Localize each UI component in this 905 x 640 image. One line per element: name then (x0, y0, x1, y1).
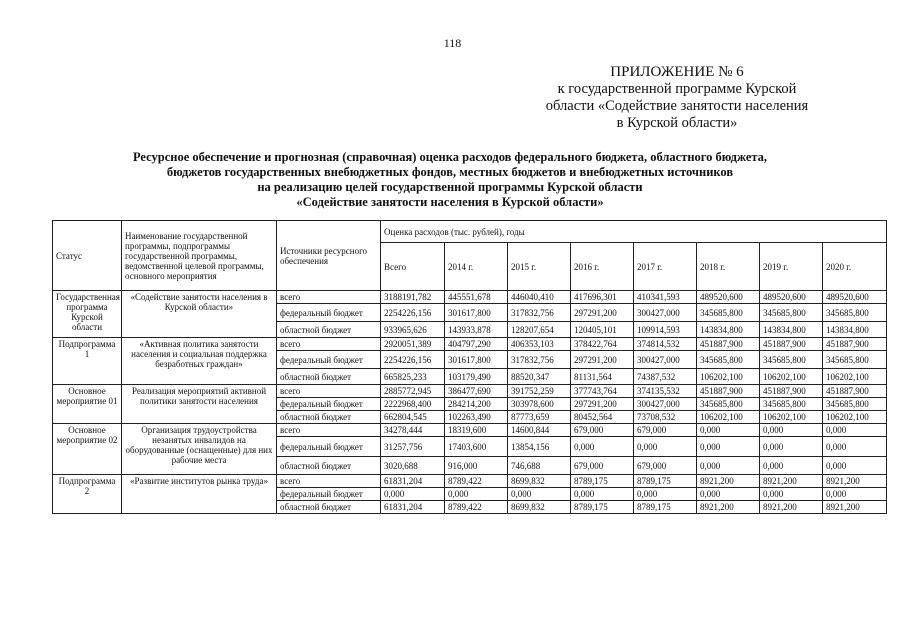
cell-year-value: 87773,659 (508, 411, 571, 424)
row-source: всего (277, 291, 381, 304)
cell-year-value: 0,000 (760, 424, 823, 437)
cell-year-value: 8789,422 (445, 475, 508, 488)
cell-year-value: 410341,593 (634, 291, 697, 304)
cell-year-value: 445551,678 (445, 291, 508, 304)
header-year: 2017 г. (634, 243, 697, 291)
cell-year-value: 297291,200 (571, 398, 634, 411)
row-source: всего (277, 424, 381, 437)
document-title-line: Ресурсное обеспечение и прогнозная (справочная) оценка расходов федерального бюджета, областного бюджета, (132, 150, 768, 164)
cell-year-value: 317832,756 (508, 304, 571, 322)
resource-table (52, 220, 887, 514)
cell-year-value: 8699,832 (508, 501, 571, 514)
cell-year-value: 0,000 (760, 488, 823, 501)
cell-year-value: 106202,100 (760, 411, 823, 424)
cell-year-value: 345685,800 (697, 398, 760, 411)
cell-year-value: 746,688 (508, 457, 571, 475)
cell-year-value: 74387,532 (634, 369, 697, 385)
cell-year-value: 404797,290 (445, 338, 508, 351)
cell-year-value: 451887,900 (760, 385, 823, 398)
header-year: 2018 г. (697, 243, 760, 291)
cell-year-value: 18319,600 (445, 424, 508, 437)
row-name: «Активная политика занятости населения и социальная поддержка безработных граждан» (122, 338, 277, 385)
cell-year-value: 916,000 (445, 457, 508, 475)
cell-year-value: 451887,900 (823, 338, 887, 351)
cell-year-value: 0,000 (697, 437, 760, 457)
cell-year-value: 679,000 (571, 424, 634, 437)
cell-year-value: 80452,564 (571, 411, 634, 424)
cell-year-value: 0,000 (634, 488, 697, 501)
cell-total: 2920051,389 (381, 338, 445, 351)
cell-year-value: 451887,900 (697, 338, 760, 351)
header-year: 2014 г. (445, 243, 508, 291)
cell-year-value: 345685,800 (760, 351, 823, 369)
cell-year-value: 679,000 (634, 457, 697, 475)
cell-year-value: 345685,800 (697, 351, 760, 369)
document-title-line: «Содействие занятости населения в Курской области» (296, 195, 604, 209)
table-row (53, 424, 887, 437)
cell-year-value: 14600,844 (508, 424, 571, 437)
cell-year-value: 8699,832 (508, 475, 571, 488)
cell-year-value: 0,000 (697, 488, 760, 501)
cell-year-value: 106202,100 (697, 411, 760, 424)
row-status: Основное мероприятие 02 (53, 424, 122, 475)
cell-total: 665825,233 (381, 369, 445, 385)
cell-year-value: 8789,422 (445, 501, 508, 514)
cell-total: 662804,545 (381, 411, 445, 424)
cell-year-value: 301617,800 (445, 304, 508, 322)
table-body (53, 291, 887, 514)
cell-year-value: 300427,000 (634, 304, 697, 322)
page-number: 118 (443, 36, 462, 50)
row-source: всего (277, 385, 381, 398)
cell-year-value: 8921,200 (760, 475, 823, 488)
cell-year-value: 8789,175 (634, 501, 697, 514)
cell-total: 3020,688 (381, 457, 445, 475)
row-name: Организация трудоустройства незанятых инвалидов на оборудованные (оснащенные) для них рабочие места (122, 424, 277, 475)
row-source: областной бюджет (277, 457, 381, 475)
cell-year-value: 106202,100 (823, 411, 887, 424)
cell-total: 2254226,156 (381, 304, 445, 322)
header-year: 2020 г. (823, 243, 887, 291)
cell-year-value: 374135,532 (634, 385, 697, 398)
cell-year-value: 17403,600 (445, 437, 508, 457)
cell-year-value: 406353,103 (508, 338, 571, 351)
row-source: областной бюджет (277, 411, 381, 424)
appendix-title: ПРИЛОЖЕНИЕ № 6 (610, 64, 744, 80)
cell-year-value: 489520,600 (697, 291, 760, 304)
cell-year-value: 0,000 (823, 488, 887, 501)
cell-year-value: 106202,100 (823, 369, 887, 385)
cell-year-value: 0,000 (445, 488, 508, 501)
cell-year-value: 8789,175 (634, 475, 697, 488)
cell-year-value: 81131,564 (571, 369, 634, 385)
row-source: федеральный бюджет (277, 437, 381, 457)
cell-total: 3188191,782 (381, 291, 445, 304)
row-source: областной бюджет (277, 322, 381, 338)
cell-year-value: 102263,490 (445, 411, 508, 424)
cell-year-value: 345685,800 (760, 304, 823, 322)
cell-total: 2885772,945 (381, 385, 445, 398)
cell-year-value: 391752,259 (508, 385, 571, 398)
cell-year-value: 0,000 (823, 457, 887, 475)
cell-year-value: 120405,101 (571, 322, 634, 338)
row-source: всего (277, 338, 381, 351)
cell-total: 933965,626 (381, 322, 445, 338)
table-row (53, 291, 887, 304)
cell-year-value: 386477,690 (445, 385, 508, 398)
cell-year-value: 300427,000 (634, 398, 697, 411)
cell-year-value: 73708,532 (634, 411, 697, 424)
header-year: 2019 г. (760, 243, 823, 291)
document-title (100, 150, 800, 210)
cell-year-value: 0,000 (571, 437, 634, 457)
document-title-line: на реализацию целей государственной программы Курской области (257, 180, 643, 194)
cell-year-value: 0,000 (760, 457, 823, 475)
table-row (53, 475, 887, 488)
cell-year-value: 143933,878 (445, 322, 508, 338)
cell-year-value: 0,000 (823, 437, 887, 457)
appendix-line: к государственной программе Курской (557, 81, 797, 97)
row-source: федеральный бюджет (277, 351, 381, 369)
cell-total: 61831,204 (381, 501, 445, 514)
cell-year-value: 301617,800 (445, 351, 508, 369)
header-status: Статус (53, 221, 122, 291)
cell-year-value: 143834,800 (823, 322, 887, 338)
cell-year-value: 13854,156 (508, 437, 571, 457)
header-source: Источники ресурсного обеспечения (277, 221, 381, 291)
cell-year-value: 451887,900 (823, 385, 887, 398)
cell-year-value: 489520,600 (760, 291, 823, 304)
cell-total: 34278,444 (381, 424, 445, 437)
cell-year-value: 489520,600 (823, 291, 887, 304)
row-status: Подпрограмма 1 (53, 338, 122, 385)
cell-year-value: 0,000 (760, 437, 823, 457)
cell-year-value: 0,000 (697, 424, 760, 437)
row-status: Подпрограмма 2 (53, 475, 122, 514)
cell-year-value: 345685,800 (697, 304, 760, 322)
row-name: «Развитие институтов рынка труда» (122, 475, 277, 514)
table-row (53, 385, 887, 398)
header-year: 2016 г. (571, 243, 634, 291)
header-estimate: Оценка расходов (тыс. рублей), годы (381, 221, 887, 243)
cell-year-value: 317832,756 (508, 351, 571, 369)
appendix-header (517, 64, 837, 132)
cell-year-value: 345685,800 (760, 398, 823, 411)
cell-total: 2222968,400 (381, 398, 445, 411)
cell-year-value: 103179,490 (445, 369, 508, 385)
cell-year-value: 106202,100 (760, 369, 823, 385)
header-total: Всего (381, 243, 445, 291)
header-name: Наименование государственной программы, подпрограммы государственной программы, ведомственной целевой программы, основного мероприятия (122, 221, 277, 291)
cell-total: 31257,756 (381, 437, 445, 457)
cell-year-value: 417696,301 (571, 291, 634, 304)
cell-year-value: 106202,100 (697, 369, 760, 385)
cell-year-value: 8921,200 (823, 501, 887, 514)
cell-year-value: 451887,900 (697, 385, 760, 398)
cell-year-value: 8921,200 (697, 501, 760, 514)
cell-year-value: 679,000 (571, 457, 634, 475)
cell-year-value: 374814,532 (634, 338, 697, 351)
cell-year-value: 143834,800 (760, 322, 823, 338)
row-status: Основное мероприятие 01 (53, 385, 122, 424)
cell-year-value: 8789,175 (571, 501, 634, 514)
cell-year-value: 378422,764 (571, 338, 634, 351)
row-source: областной бюджет (277, 369, 381, 385)
document-title-line: бюджетов государственных внебюджетных фондов, местных бюджетов и внебюджетных источников (166, 165, 734, 179)
row-source: федеральный бюджет (277, 488, 381, 501)
cell-total: 2254226,156 (381, 351, 445, 369)
cell-total: 0,000 (381, 488, 445, 501)
row-source: областной бюджет (277, 501, 381, 514)
cell-year-value: 109914,593 (634, 322, 697, 338)
cell-year-value: 88520,347 (508, 369, 571, 385)
row-source: федеральный бюджет (277, 398, 381, 411)
cell-year-value: 297291,200 (571, 351, 634, 369)
cell-year-value: 300427,000 (634, 351, 697, 369)
table-row (53, 338, 887, 351)
cell-year-value: 8921,200 (760, 501, 823, 514)
cell-year-value: 0,000 (571, 488, 634, 501)
cell-year-value: 8789,175 (571, 475, 634, 488)
row-source: всего (277, 475, 381, 488)
appendix-line: в Курской области» (616, 115, 738, 131)
cell-year-value: 679,000 (634, 424, 697, 437)
cell-year-value: 377743,764 (571, 385, 634, 398)
cell-year-value: 8921,200 (823, 475, 887, 488)
cell-year-value: 0,000 (508, 488, 571, 501)
header-year: 2015 г. (508, 243, 571, 291)
cell-year-value: 451887,900 (760, 338, 823, 351)
row-status: Государственная программа Курской области (53, 291, 122, 338)
cell-year-value: 8921,200 (697, 475, 760, 488)
cell-year-value: 284214,200 (445, 398, 508, 411)
row-name: «Содействие занятости населения в Курской области» (122, 291, 277, 338)
cell-total: 61831,204 (381, 475, 445, 488)
cell-year-value: 0,000 (634, 437, 697, 457)
cell-year-value: 446040,410 (508, 291, 571, 304)
appendix-line: области «Содействие занятости населения (545, 98, 809, 114)
cell-year-value: 0,000 (823, 424, 887, 437)
cell-year-value: 128207,654 (508, 322, 571, 338)
row-source: федеральный бюджет (277, 304, 381, 322)
cell-year-value: 345685,800 (823, 304, 887, 322)
cell-year-value: 143834,800 (697, 322, 760, 338)
cell-year-value: 297291,200 (571, 304, 634, 322)
cell-year-value: 345685,800 (823, 398, 887, 411)
cell-year-value: 345685,800 (823, 351, 887, 369)
cell-year-value: 303978,600 (508, 398, 571, 411)
cell-year-value: 0,000 (697, 457, 760, 475)
row-name: Реализация мероприятий активной политики занятости населения (122, 385, 277, 424)
